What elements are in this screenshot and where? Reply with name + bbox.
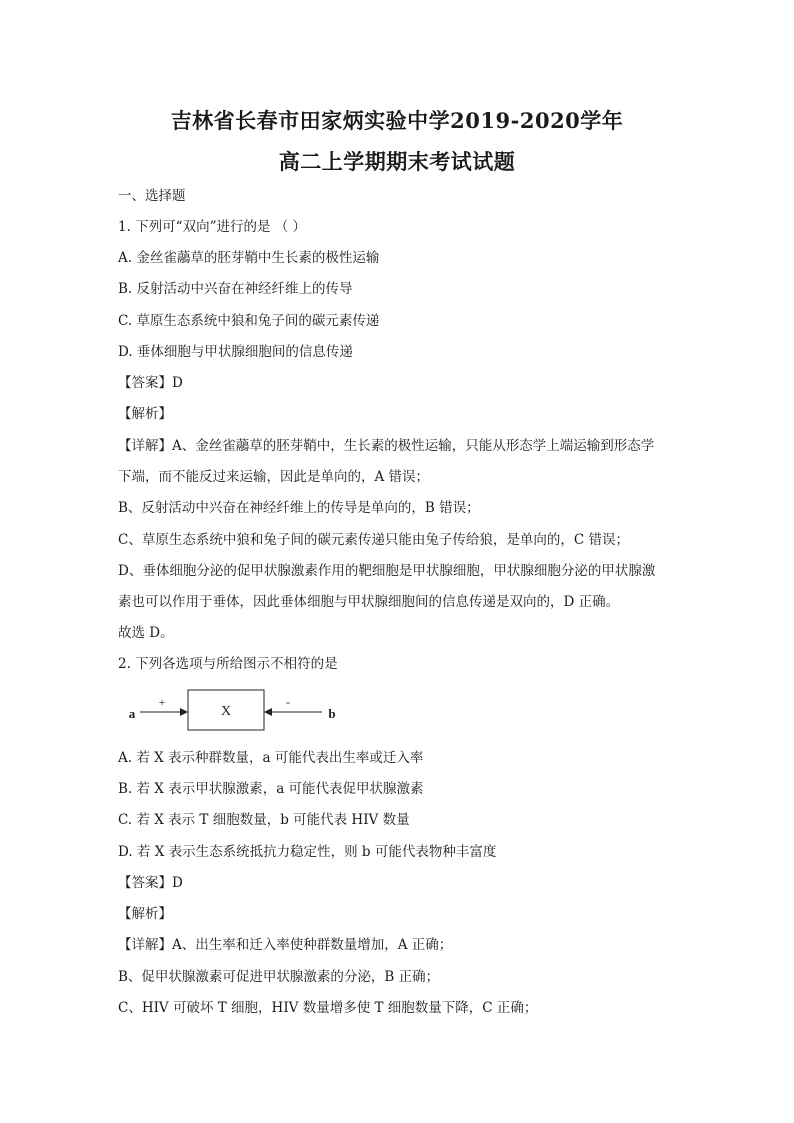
question-1-analysis-line: C、草原生态系统中狼和兔子间的碳元素传递只能由兔子传给狼，是单向的，C 错误； xyxy=(118,532,629,548)
question-2-answer: 【答案】D xyxy=(118,875,183,891)
diagram-box-label: X xyxy=(220,704,232,719)
document-title-line1: 吉林省长春市田家炳实验中学2019-2020学年 xyxy=(170,108,624,133)
question-2-stem: 2. 下列各选项与所给图示不相符的是 xyxy=(118,656,338,672)
question-2-option-a: A. 若 X 表示种群数量，a 可能代表出生率或迁入率 xyxy=(118,750,424,766)
question-1-option-a: A. 金丝雀虉草的胚芽鞘中生长素的极性运输 xyxy=(118,250,380,266)
question-1-analysis-line: 下端，而不能反过来运输，因此是单向的，A 错误； xyxy=(118,469,430,485)
diagram-sign-plus: + xyxy=(158,695,166,709)
question-2-analysis-label: 【解析】 xyxy=(118,906,172,922)
diagram-label-b: b xyxy=(328,706,336,721)
question-1-analysis-label: 【解析】 xyxy=(118,406,172,422)
diagram-sign-minus: - xyxy=(286,695,290,709)
question-1-analysis-line: 故选 D。 xyxy=(118,625,174,641)
question-2-option-b: B. 若 X 表示甲状腺激素，a 可能代表促甲状腺激素 xyxy=(118,781,424,797)
regulation-diagram xyxy=(118,684,348,738)
question-1-stem: 1. 下列可“双向”进行的是 （ ） xyxy=(118,219,307,235)
question-1-analysis-line: D、垂体细胞分泌的促甲状腺激素作用的靶细胞是甲状腺细胞，甲状腺细胞分泌的甲状腺激 xyxy=(118,563,656,579)
question-2-analysis-line: 【详解】A、出生率和迁入率使种群数量增加，A 正确； xyxy=(118,937,453,953)
section-heading: 一、选择题 xyxy=(118,188,186,204)
diagram-label-a: a xyxy=(128,706,136,721)
question-2-analysis-line: C、HIV 可破坏 T 细胞，HIV 数量增多使 T 细胞数量下降，C 正确； xyxy=(118,1000,538,1016)
question-1-option-b: B. 反射活动中兴奋在神经纤维上的传导 xyxy=(118,281,353,297)
question-1-option-d: D. 垂体细胞与甲状腺细胞间的信息传递 xyxy=(118,344,353,360)
question-1-analysis-line: 【详解】A、金丝雀虉草的胚芽鞘中，生长素的极性运输，只能从形态学上端运输到形态学 xyxy=(118,438,655,454)
question-2-analysis-line: B、促甲状腺激素可促进甲状腺激素的分泌，B 正确； xyxy=(118,969,440,985)
question-1-analysis-line: 素也可以作用于垂体，因此垂体细胞与甲状腺细胞间的信息传递是双向的，D 正确。 xyxy=(118,594,620,610)
question-1-analysis-line: B、反射活动中兴奋在神经纤维上的传导是单向的，B 错误； xyxy=(118,500,480,516)
question-1-option-c: C. 草原生态系统中狼和兔子间的碳元素传递 xyxy=(118,313,380,329)
question-2-option-d: D. 若 X 表示生态系统抵抗力稳定性，则 b 可能代表物种丰富度 xyxy=(118,844,497,860)
question-2-option-c: C. 若 X 表示 T 细胞数量，b 可能代表 HIV 数量 xyxy=(118,812,410,828)
document-title-line2: 高二上学期期末考试试题 xyxy=(278,149,516,174)
question-1-answer: 【答案】D xyxy=(118,375,183,391)
